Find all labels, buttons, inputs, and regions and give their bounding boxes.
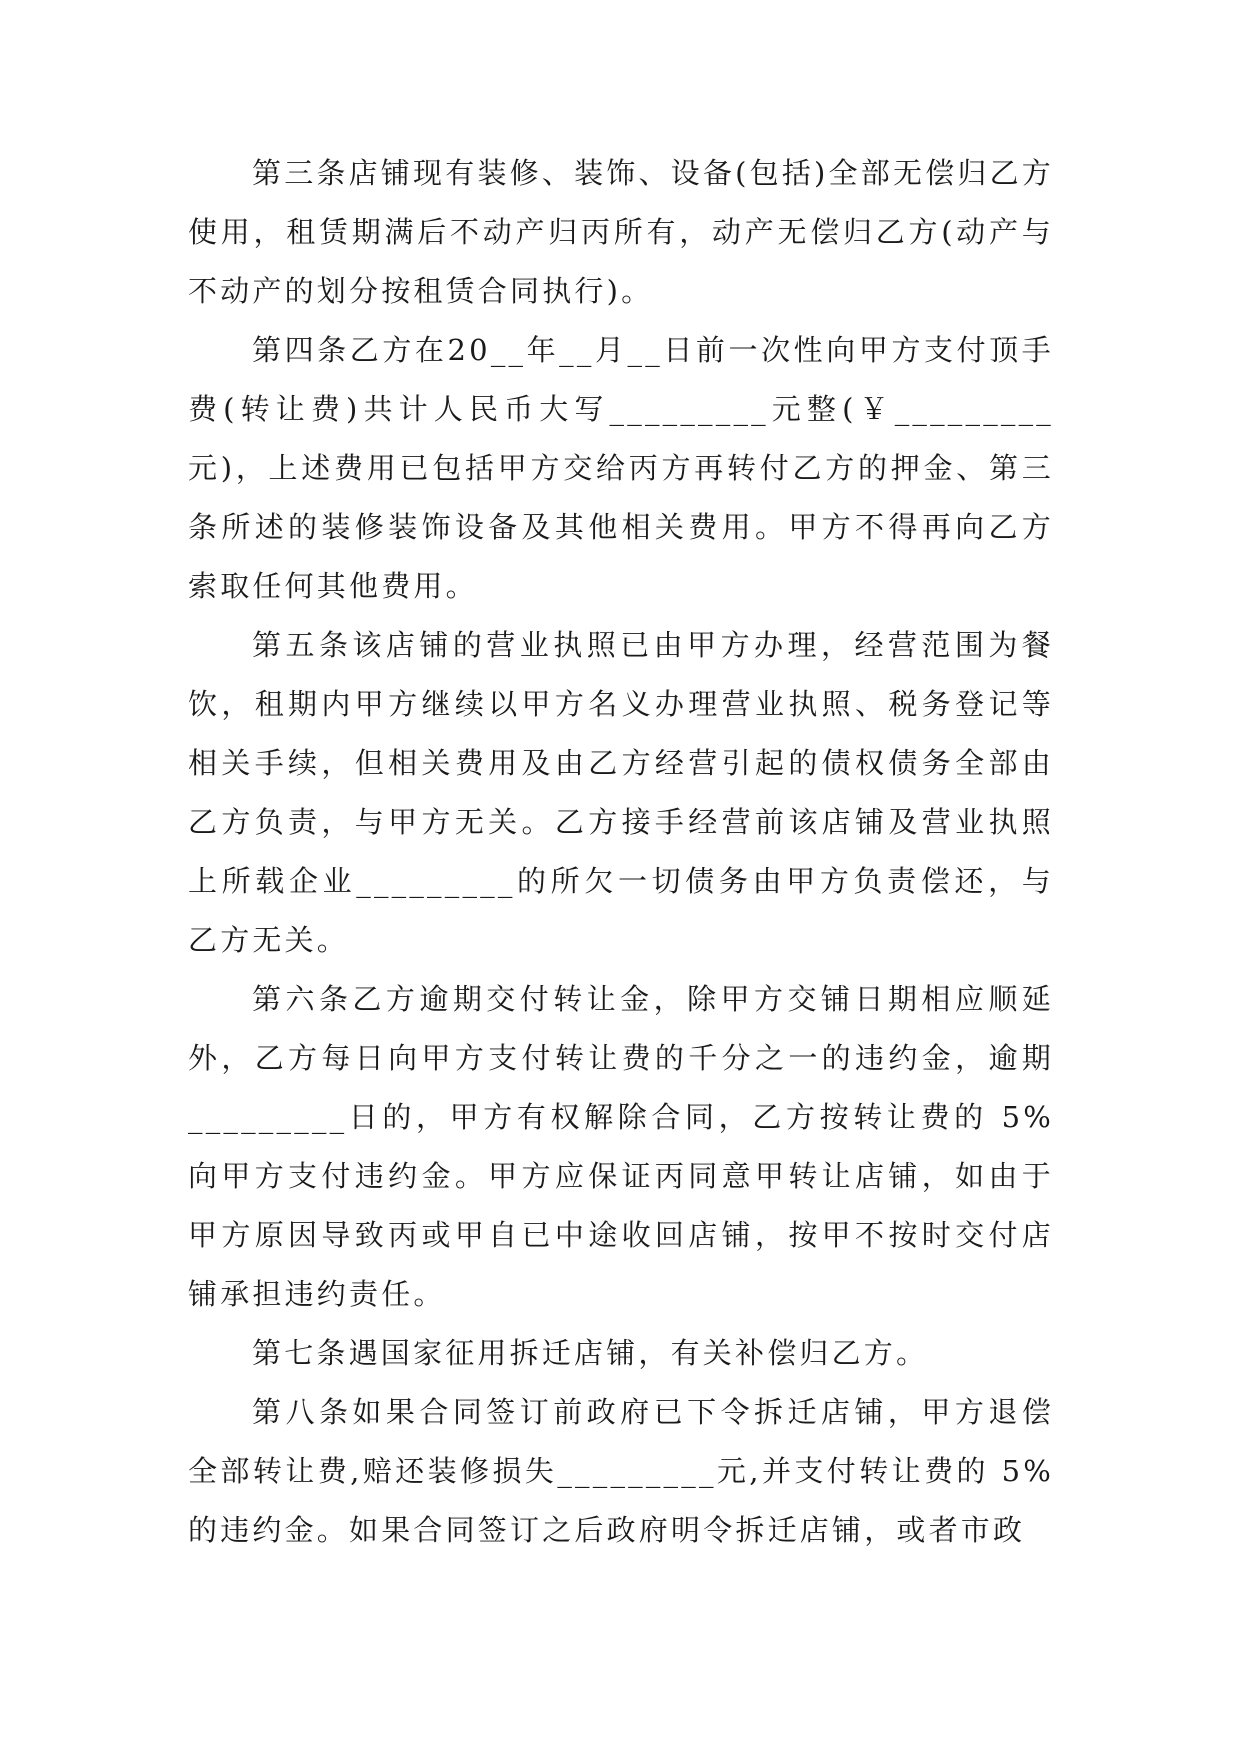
- clause-7-paragraph: 第七条遇国家征用拆迁店铺，有关补偿归乙方。: [252, 1336, 929, 1370]
- clause-3-paragraph: 第三条店铺现有装修、装饰、设备(包括)全部无偿归乙方使用，租赁期满后不动产归丙所有，动产无偿归乙方(动产与不动产的划分按租赁合同执行)。: [188, 156, 1054, 308]
- clause-6-paragraph: 第六条乙方逾期交付转让金，除甲方交铺日期相应顺延外，乙方每日向甲方支付转让费的千分之一的违约金，逾期_________日的，甲方有权解除合同，乙方按转让费的 5%向甲方支付违约金。甲方应保证丙同意甲转让店铺，如由于甲方原因导致丙或甲自已中途收回店铺，按甲不按时交付店铺承担违约责任。: [188, 982, 1054, 1311]
- clause-8-paragraph: 第八条如果合同签订前政府已下令拆迁店铺，甲方退偿全部转让费,赔还装修损失_________元,并支付转让费的 5%的违约金。如果合同签订之后政府明令拆迁店铺，或者市政: [188, 1395, 1054, 1547]
- clause-4-paragraph: 第四条乙方在20__年__月__日前一次性向甲方支付顶手费(转让费)共计人民币大写_________元整(￥_________元)，上述费用已包括甲方交给丙方再转付乙方的押金、第三条所述的装修装饰设备及其他相关费用。甲方不得再向乙方索取任何其他费用。: [188, 333, 1054, 603]
- clause-5-paragraph: 第五条该店铺的营业执照已由甲方办理，经营范围为餐饮，租期内甲方继续以甲方名义办理营业执照、税务登记等相关手续，但相关费用及由乙方经营引起的债权债务全部由乙方负责，与甲方无关。乙方接手经营前该店铺及营业执照上所载企业_________的所欠一切债务由甲方负责偿还，与乙方无关。: [188, 628, 1054, 957]
- document-body: [188, 144, 1054, 1560]
